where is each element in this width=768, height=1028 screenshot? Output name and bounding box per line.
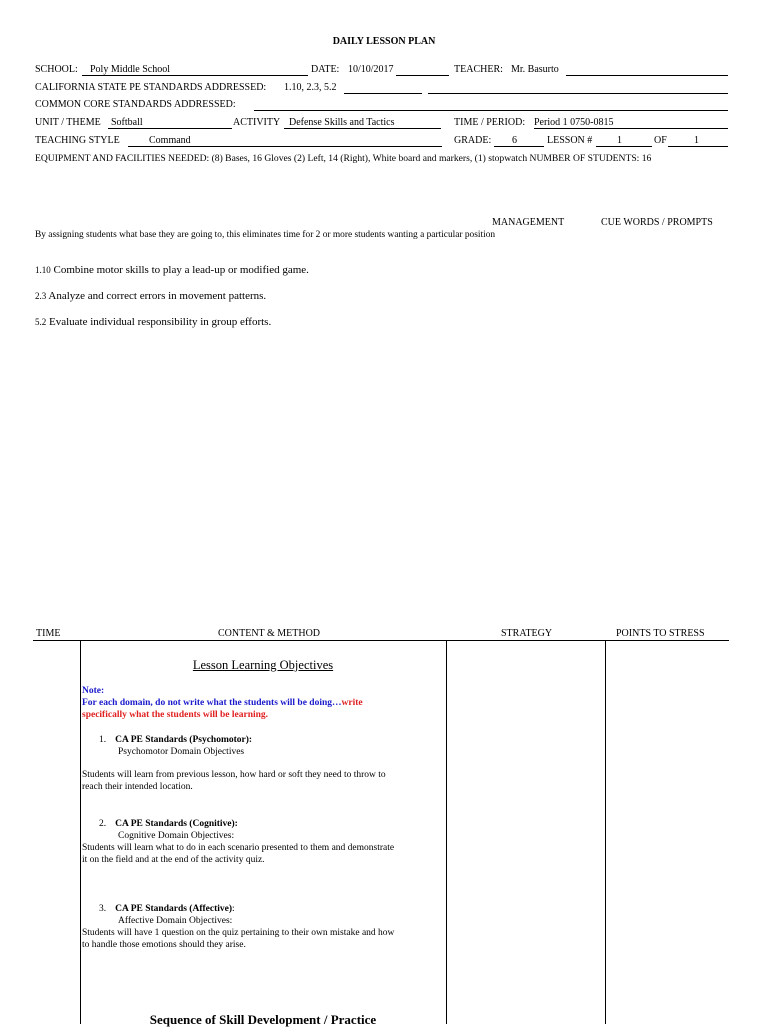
domain-text-line: Students will learn what to do in each scenario presented to them and demonstrate <box>82 843 395 853</box>
domain-text-line: it on the field and at the end of the activity quiz. <box>82 855 265 865</box>
ca-standards-underline-2 <box>428 93 728 94</box>
standard-text: Combine motor skills to play a lead-up or modified game. <box>50 264 309 276</box>
time-period-label: TIME / PERIOD: <box>454 117 526 128</box>
lesson-underline <box>596 146 652 147</box>
standard-text: Evaluate individual responsibility in group efforts. <box>46 316 272 328</box>
domain-heading: CA PE Standards (Psychomotor): <box>115 735 253 745</box>
activity-underline <box>284 128 441 129</box>
domain-affective <box>82 903 442 951</box>
common-core-underline <box>254 110 728 111</box>
unit-underline <box>108 128 232 129</box>
activity-value: Defense Skills and Tactics <box>289 117 395 128</box>
domain-subheading: Affective Domain Objectives: <box>118 916 233 926</box>
standard-number: 5.2 <box>35 317 47 327</box>
table-divider-time <box>80 640 81 1024</box>
domain-text-line: reach their intended location. <box>82 782 193 792</box>
school-value: Poly Middle School <box>90 64 171 75</box>
standard-item-2 <box>35 290 266 302</box>
school-label: SCHOOL: <box>35 64 78 75</box>
ca-standards-underline <box>344 93 422 94</box>
domain-subheading: Psychomotor Domain Objectives <box>118 747 245 757</box>
col-header-points: POINTS TO STRESS <box>616 628 705 639</box>
objectives-title: Lesson Learning Objectives <box>192 658 334 672</box>
grade-underline <box>494 146 544 147</box>
standard-number: 1.10 <box>35 265 51 275</box>
ca-standards-label: CALIFORNIA STATE PE STANDARDS ADDRESSED: <box>35 82 267 93</box>
standard-number: 2.3 <box>35 291 47 301</box>
teaching-style-value: Command <box>149 135 191 146</box>
col-header-strategy: STRATEGY <box>501 628 553 639</box>
time-period-underline <box>534 128 728 129</box>
domain-text-line: to handle those emotions should they arise. <box>82 940 246 950</box>
note-text-red: write <box>341 698 363 708</box>
table-divider-strategy <box>605 640 606 1024</box>
time-period-value: Period 1 0750-0815 <box>534 117 614 128</box>
standard-item-1 <box>35 264 309 276</box>
domain-psychomotor <box>82 734 442 758</box>
grade-label: GRADE: <box>454 135 492 146</box>
teacher-value: Mr. Basurto <box>511 64 559 75</box>
domain-text-line: Students will have 1 question on the quiz pertaining to their own mistake and how <box>82 928 395 938</box>
domain-heading: CA PE Standards (Cognitive): <box>115 819 238 829</box>
domain-cognitive <box>82 818 442 866</box>
note-label: Note: <box>82 686 105 696</box>
objectives-note <box>82 685 442 721</box>
lesson-value: 1 <box>617 135 622 146</box>
standard-text: Analyze and correct errors in movement patterns. <box>46 290 267 302</box>
domain-text-line: Students will learn from previous lesson, how hard or soft they need to throw to <box>82 770 386 780</box>
col-header-time: TIME <box>36 628 61 639</box>
date-underline <box>396 75 449 76</box>
teaching-style-underline <box>128 146 442 147</box>
grade-value: 6 <box>512 135 517 146</box>
table-divider-content <box>446 640 447 1024</box>
note-text-red-2: specifically what the students will be learning. <box>82 710 269 720</box>
domain-number: 3. <box>99 904 107 914</box>
sequence-title: Sequence of Skill Development / Practice <box>149 1012 377 1027</box>
school-underline <box>82 75 308 76</box>
domain-heading-colon: : <box>232 904 235 914</box>
lesson-label: LESSON # <box>547 135 593 146</box>
table-header-rule <box>33 640 729 641</box>
date-label: DATE: <box>311 64 340 75</box>
management-label: MANAGEMENT <box>492 217 565 228</box>
teaching-style-label: TEACHING STYLE <box>35 135 120 146</box>
domain-number: 2. <box>99 819 107 829</box>
note-text-blue: For each domain, do not write what the students will be doing… <box>82 698 342 708</box>
of-underline <box>668 146 728 147</box>
domain-subheading: Cognitive Domain Objectives: <box>118 831 235 841</box>
of-label: OF <box>654 135 667 146</box>
domain-psychomotor-text <box>82 769 442 793</box>
of-value: 1 <box>694 135 699 146</box>
unit-value: Softball <box>111 117 143 128</box>
page-title: DAILY LESSON PLAN <box>332 36 436 47</box>
ca-standards-value: 1.10, 2.3, 5.2 <box>284 82 337 93</box>
domain-number: 1. <box>99 735 107 745</box>
management-text: By assigning students what base they are going to, this eliminates time for 2 or more students wanting a particular position <box>35 230 496 240</box>
cue-words-label: CUE WORDS / PROMPTS <box>601 217 713 228</box>
equipment-line: EQUIPMENT AND FACILITIES NEEDED: (8) Bases, 16 Gloves (2) Left, 14 (Right), White board and markers, (1) stopwatch NUMBER OF STUDENTS: 16 <box>35 153 652 164</box>
domain-heading: CA PE Standards (Affective) <box>115 904 233 914</box>
col-header-content: CONTENT & METHOD <box>218 628 321 639</box>
common-core-label: COMMON CORE STANDARDS ADDRESSED: <box>35 99 236 110</box>
teacher-underline <box>566 75 728 76</box>
teacher-label: TEACHER: <box>454 64 503 75</box>
date-value: 10/10/2017 <box>348 64 394 75</box>
activity-label: ACTIVITY <box>233 117 281 128</box>
standard-item-3 <box>35 316 271 328</box>
unit-label: UNIT / THEME <box>35 117 101 128</box>
